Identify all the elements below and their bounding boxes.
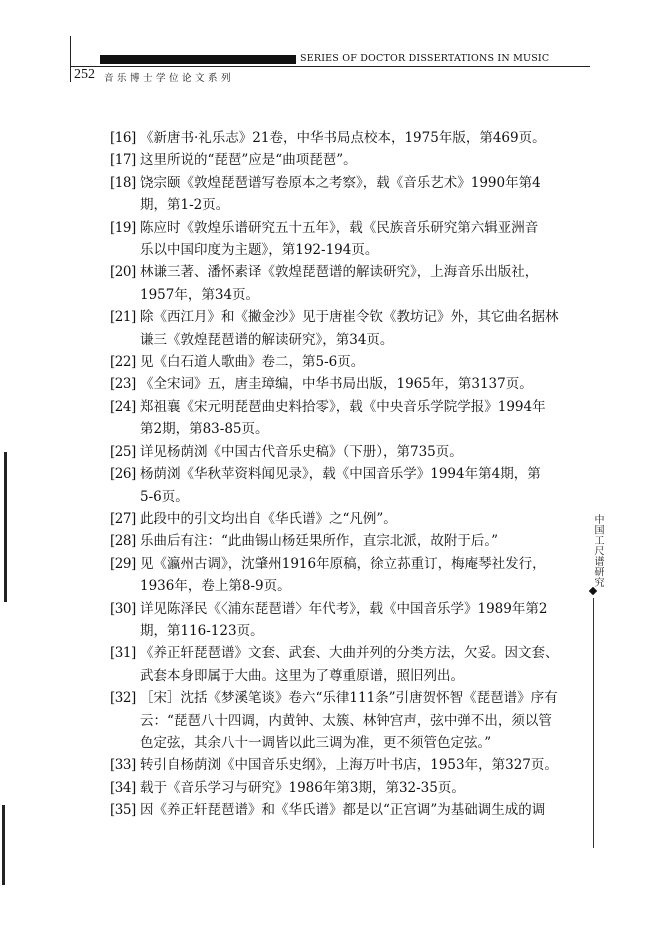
- scan-edge-mark: [2, 805, 5, 885]
- endnote-line: 此段中的引文均出自《华氏谱》之“凡例”。: [140, 510, 397, 527]
- running-title-vertical: 中国工尺谱研究: [592, 514, 603, 588]
- endnote-line: 云：“琵琶八十四调，内黄钟、太簇、林钟宫声，弦中弹不出，须以管: [140, 712, 552, 729]
- endnote-number: [29]: [110, 555, 136, 572]
- endnote-item: [110, 172, 598, 217]
- endnote-number: [30]: [110, 600, 136, 617]
- endnote-line: 这里所说的“琵琶”应是“曲项琵琶”。: [140, 152, 357, 169]
- endnote-text: [140, 642, 598, 687]
- endnote-line: 期，第116-123页。: [140, 622, 264, 639]
- endnote-text: [140, 149, 598, 171]
- endnote-line: 杨荫浏《华秋苹资料闻见录》，载《中国音乐学》1994年第4期，第: [140, 466, 541, 483]
- page-number: 252: [74, 67, 95, 82]
- endnote-number: [27]: [110, 510, 136, 527]
- endnote-line: 《养正轩琵琶谱》文套、武套、大曲并列的分类方法，欠妥。因文套、: [140, 645, 559, 662]
- endnote-text: [140, 799, 598, 821]
- endnote-number: [18]: [110, 174, 136, 191]
- endnote-line: 林谦三著、潘怀素译《敦煌琵琶谱的解读研究》，上海音乐出版社，: [140, 264, 539, 281]
- endnote-text: [140, 306, 598, 351]
- endnote-text: [140, 508, 598, 530]
- endnote-text: [140, 127, 598, 149]
- endnote-line: 谦三《敦煌琵琶谱的解读研究》，第34页。: [140, 331, 394, 348]
- endnote-text: [140, 553, 598, 598]
- endnote-line: 详见杨荫浏《中国古代音乐史稿》（下册），第735页。: [140, 443, 463, 460]
- endnote-text: [140, 777, 598, 799]
- endnote-number: [31]: [110, 645, 136, 662]
- endnote-number: [17]: [110, 152, 136, 169]
- endnote-line: ［宋］沈括《梦溪笔谈》卷六“乐律111条”引唐贺怀智《琵琶谱》序有: [140, 690, 558, 707]
- endnote-number: [23]: [110, 376, 136, 393]
- header-rule: [70, 66, 590, 67]
- endnote-number: [34]: [110, 779, 136, 796]
- endnote-item: [110, 642, 598, 687]
- endnote-line: 因《养正轩琵琶谱》和《华氏谱》都是以“正宫调”为基础调生成的调: [140, 802, 546, 819]
- endnote-number: [21]: [110, 309, 136, 326]
- endnote-line: 郑祖襄《宋元明琵琶曲史料拾零》，载《中央音乐学院学报》1994年: [140, 398, 546, 415]
- endnote-number: [35]: [110, 802, 136, 819]
- endnote-text: [140, 441, 598, 463]
- endnote-item: [110, 553, 598, 598]
- endnote-item: [110, 396, 598, 441]
- endnote-number: [28]: [110, 533, 136, 550]
- endnote-line: 《全宋词》五，唐圭璋编，中华书局出版，1965年，第3137页。: [140, 376, 533, 393]
- endnote-line: 详见陈泽民《〈浦东琵琶谱〉年代考》，载《中国音乐学》1989年第2: [140, 600, 548, 617]
- endnote-text: [140, 373, 598, 395]
- endnote-line: 5-6页。: [140, 488, 189, 505]
- endnote-item: [110, 687, 598, 754]
- endnote-line: 见《白石道人歌曲》卷二，第5-6页。: [140, 354, 365, 371]
- endnote-text: [140, 172, 598, 217]
- endnote-item: [110, 351, 598, 373]
- header-vertical-rule: [70, 36, 71, 82]
- endnotes-list: [110, 127, 598, 822]
- side-vertical-rule: [593, 598, 594, 848]
- endnote-line: 乐曲后有注：“此曲锡山杨廷果所作，直宗北派，故附于后。”: [140, 533, 499, 550]
- endnote-number: [16]: [110, 130, 136, 146]
- endnote-text: [140, 261, 598, 306]
- endnote-item: [110, 508, 598, 530]
- endnote-text: [140, 463, 598, 508]
- endnote-item: [110, 306, 598, 351]
- endnote-line: 载于《音乐学习与研究》1986年第3期，第32-35页。: [140, 779, 465, 796]
- endnote-item: [110, 441, 598, 463]
- endnote-item: [110, 149, 598, 171]
- endnote-item: [110, 799, 598, 821]
- endnote-line: 乐以中国印度为主题》，第192-194页。: [140, 242, 379, 259]
- endnote-number: [20]: [110, 264, 136, 281]
- endnote-number: [24]: [110, 398, 136, 415]
- endnote-number: [33]: [110, 757, 136, 774]
- series-title-en: SERIES OF DOCTOR DISSERTATIONS IN MUSIC: [300, 53, 550, 64]
- endnote-item: [110, 777, 598, 799]
- endnote-line: 饶宗颐《敦煌琵琶谱写卷原本之考察》，载《音乐艺术》1990年第4: [140, 174, 541, 191]
- endnote-line: 武套本身即属于大曲。这里为了尊重原谱，照旧列出。: [140, 667, 464, 684]
- endnote-line: 《新唐书·礼乐志》21卷，中华书局点校本，1975年版，第469页。: [140, 130, 546, 146]
- endnote-text: [140, 530, 598, 552]
- endnote-text: [140, 351, 598, 373]
- endnote-text: [140, 217, 598, 262]
- endnote-item: [110, 530, 598, 552]
- endnote-line: 期，第1-2页。: [140, 197, 230, 214]
- endnote-item: [110, 127, 598, 149]
- endnote-item: [110, 463, 598, 508]
- endnote-number: [25]: [110, 443, 136, 460]
- endnote-line: 色定弦，其余八十一调皆以此三调为准，更不须管色定弦。”: [140, 734, 492, 751]
- endnote-line: 1936年，卷上第8-9页。: [140, 578, 291, 595]
- endnote-item: [110, 373, 598, 395]
- endnote-item: [110, 598, 598, 643]
- series-title-cn: 音乐博士学位论文系列: [104, 73, 235, 84]
- endnote-line: 陈应时《敦煌乐谱研究五十五年》，载《民族音乐研究第六辑亚洲音: [140, 219, 539, 236]
- endnote-text: [140, 598, 598, 643]
- endnote-item: [110, 754, 598, 776]
- endnote-number: [19]: [110, 219, 136, 236]
- endnote-text: [140, 687, 598, 754]
- scan-edge-mark: [4, 452, 7, 602]
- endnote-text: [140, 754, 598, 776]
- endnote-line: 转引自杨荫浏《中国音乐史纲》，上海万叶书店，1953年，第327页。: [140, 757, 558, 774]
- header-black-bar: [100, 55, 296, 64]
- endnote-line: 第2期，第83-85页。: [140, 421, 269, 438]
- endnote-number: [32]: [110, 690, 136, 707]
- endnote-line: 见《瀛州古调》，沈肇州1916年原稿，徐立荪重订，梅庵琴社发行，: [140, 555, 546, 572]
- endnote-text: [140, 396, 598, 441]
- endnote-number: [22]: [110, 354, 136, 371]
- endnote-line: 1957年，第34页。: [140, 286, 260, 303]
- endnote-number: [26]: [110, 466, 136, 483]
- endnote-line: 除《西江月》和《撇金沙》见于唐崔令钦《教坊记》外，其它曲名据林: [140, 309, 559, 326]
- endnote-item: [110, 261, 598, 306]
- endnote-item: [110, 217, 598, 262]
